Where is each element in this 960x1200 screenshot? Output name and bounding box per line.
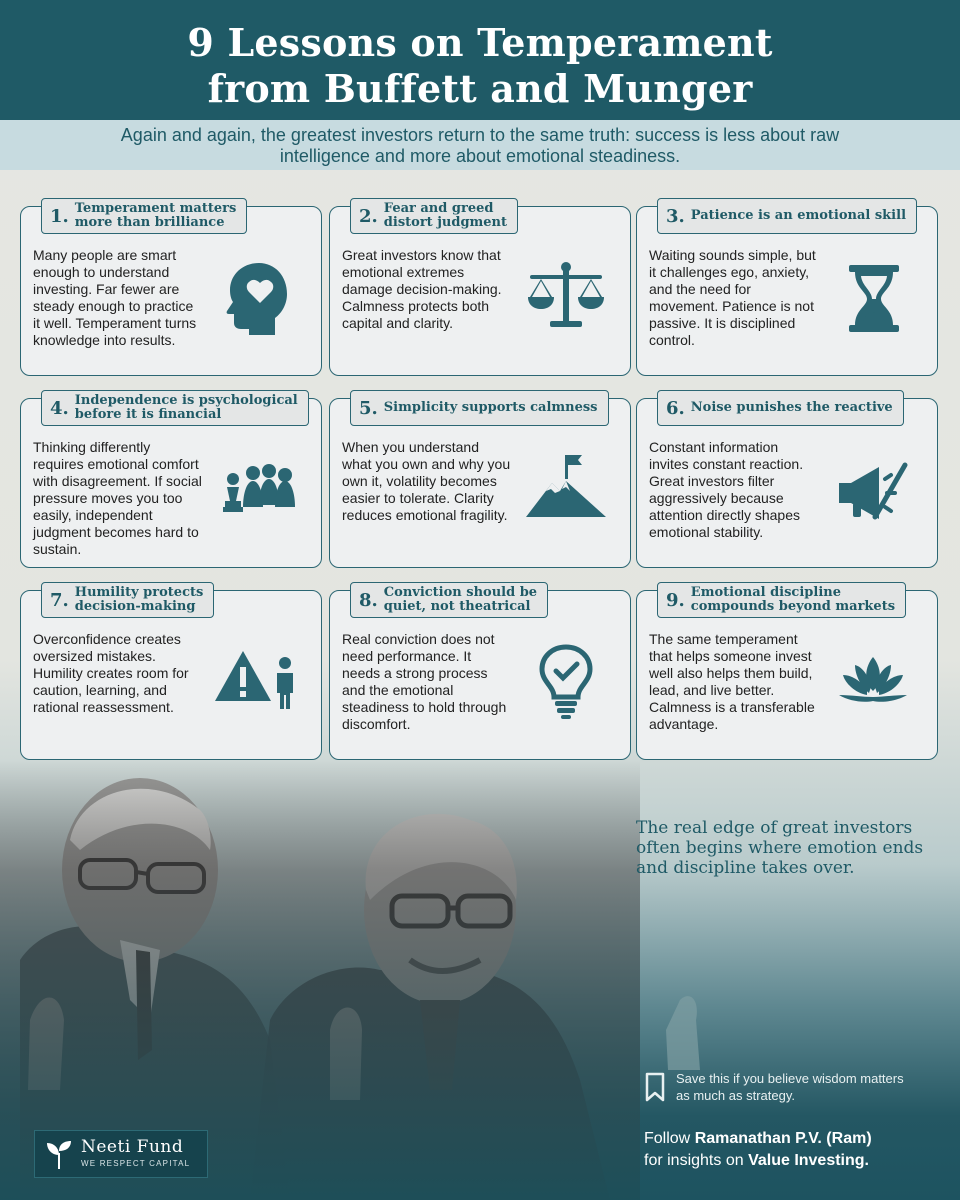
lesson-badge [41, 390, 309, 426]
follow-cta [644, 1128, 954, 1172]
lesson-badge [350, 582, 548, 618]
lesson-card-7 [20, 585, 322, 760]
closing-quote: The real edge of great investors often begins where emotion ends and discipline takes over. [636, 818, 924, 878]
head-heart-icon [213, 259, 301, 339]
lesson-title: Humility protects decision-making [74, 585, 204, 614]
subtitle-band [0, 120, 960, 170]
lesson-badge [41, 198, 247, 234]
lesson-number: 7. [50, 589, 69, 611]
lesson-card-9 [636, 585, 938, 760]
lesson-badge [657, 390, 904, 426]
author-name[interactable]: Ramanathan P.V. (Ram) [694, 1130, 872, 1147]
lesson-card-4 [20, 393, 322, 568]
sprout-icon [45, 1139, 73, 1169]
lesson-badge [657, 198, 917, 234]
brand-name: Neeti Fund [81, 1137, 184, 1157]
save-note [644, 1070, 944, 1110]
follow-topic: Value Investing. [748, 1152, 869, 1169]
lesson-body: Real conviction does not need performance. It needs a strong process and the emotional steadiness to hold through discomfort. [342, 631, 507, 732]
lesson-number: 3. [666, 205, 685, 227]
follow-prefix: Follow [644, 1130, 695, 1147]
lotus-icon [829, 643, 917, 723]
lesson-card-1 [20, 201, 322, 376]
lesson-body: Constant information invites constant reaction. Great investors filter aggressively because attention directly shapes emotional stability. [649, 439, 804, 540]
lesson-title: Emotional discipline compounds beyond markets [690, 585, 896, 614]
mountain-flag-icon [522, 451, 610, 531]
lesson-title: Fear and greed distort judgment [383, 201, 508, 230]
lesson-body: Thinking differently requires emotional comfort with disagreement. If social pressure moves you too easily, independent judgment becomes hard to sustain. [33, 439, 202, 557]
lesson-badge [657, 582, 906, 618]
lesson-number: 6. [666, 397, 685, 419]
lesson-card-6 [636, 398, 938, 568]
lesson-number: 8. [359, 589, 378, 611]
hourglass-icon [829, 259, 917, 339]
lesson-body: Many people are smart enough to understand investing. Far fewer are steady enough to practice it well. Temperament turns knowledge into results. [33, 247, 197, 348]
lesson-title: Conviction should be quiet, not theatrical [383, 585, 538, 614]
bookmark-icon [644, 1072, 666, 1102]
lesson-badge [41, 582, 214, 618]
lesson-body: When you understand what you own and why you own it, volatility becomes easier to tolerate. Clarity reduces emotional fragility. [342, 439, 511, 523]
lesson-number: 9. [666, 589, 685, 611]
lesson-card-2 [329, 201, 631, 376]
lesson-number: 2. [359, 205, 378, 227]
chess-crowd-icon [213, 451, 301, 531]
lesson-title: Independence is psychological before it is financial [74, 393, 298, 422]
follow-middle: for insights on [644, 1152, 749, 1169]
lesson-number: 5. [359, 397, 378, 419]
lesson-body: Overconfidence creates oversized mistakes. Humility creates room for caution, learning, and rational reassessment. [33, 631, 189, 715]
page-title: 9 Lessons on Temperament from Buffett and Munger [187, 20, 773, 111]
lesson-title: Simplicity supports calmness [383, 400, 598, 415]
save-note-text: Save this if you believe wisdom matters as much as strategy. [676, 1071, 904, 1103]
lesson-badge [350, 198, 518, 234]
balance-scale-icon [522, 259, 610, 339]
lesson-body: Waiting sounds simple, but it challenges ego, anxiety, and the need for movement. Patience is not passive. It is disciplined control. [649, 247, 816, 348]
lesson-body: Great investors know that emotional extremes damage decision-making. Calmness protects both capital and clarity. [342, 247, 502, 331]
lesson-number: 4. [50, 397, 69, 419]
brand-tagline: WE RESPECT CAPITAL [81, 1159, 191, 1168]
thumb-graphic [660, 990, 720, 1080]
lesson-title: Patience is an emotional skill [690, 208, 907, 223]
lesson-card-3 [636, 206, 938, 376]
warning-person-icon [213, 643, 301, 723]
lesson-title: Noise punishes the reactive [690, 400, 893, 415]
subtitle-text: Again and again, the greatest investors return to the same truth: success is less about raw intelligence and more about emotional steadiness. [120, 125, 840, 166]
muted-megaphone-icon [829, 451, 917, 531]
lesson-badge [350, 390, 609, 426]
lesson-body: The same temperament that helps someone invest well also helps them build, lead, and live better. Calmness is a transferable advantage. [649, 631, 815, 732]
lesson-card-5 [329, 398, 631, 568]
lightbulb-check-icon [522, 643, 610, 723]
lesson-title: Temperament matters more than brilliance [74, 201, 237, 230]
brand-logo [34, 1130, 208, 1178]
header-banner [0, 0, 960, 120]
lesson-card-8 [329, 585, 631, 760]
lesson-number: 1. [50, 205, 69, 227]
